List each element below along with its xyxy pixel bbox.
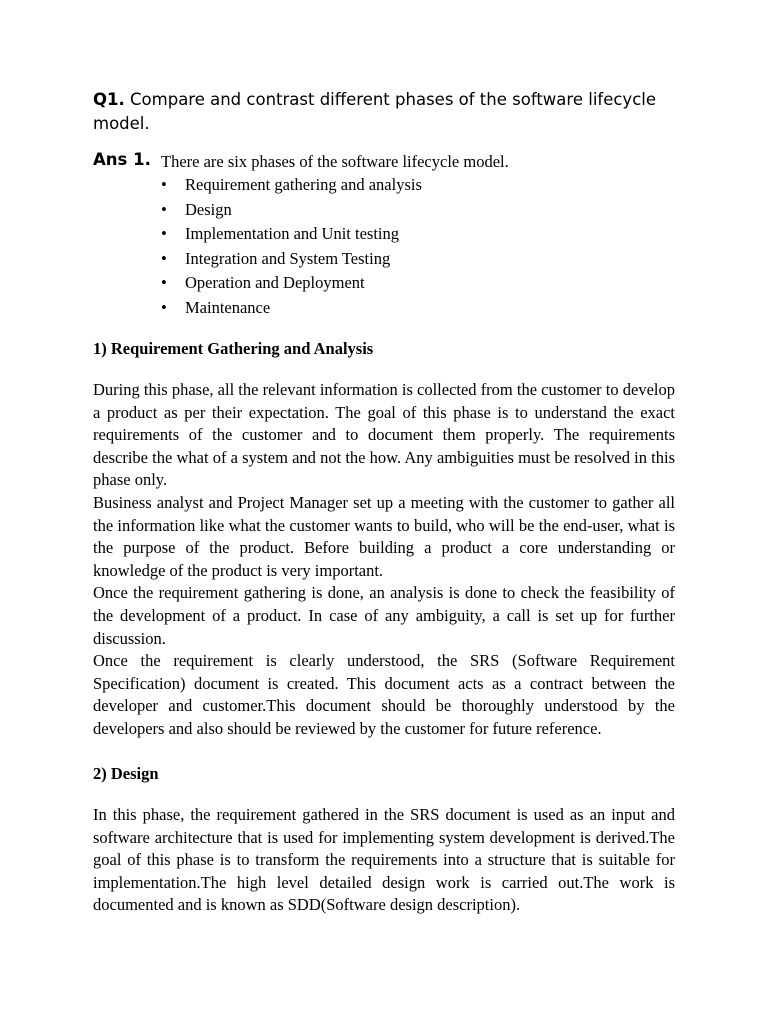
section-body-design <box>93 804 675 917</box>
bullet-icon: • <box>161 224 167 243</box>
section-heading-requirement-gathering: 1) Requirement Gathering and Analysis <box>93 339 374 358</box>
bullet-icon: • <box>161 199 167 219</box>
question-text: Compare and contrast different phases of the software lifecycle model. <box>93 90 657 133</box>
paragraph: Business analyst and Project Manager set up a meeting with the customer to gather all the information like what the customer wants to build, who will be the end-user, what is the purpose of the product. Before building a product a core understanding or knowledge of the product is very important. <box>93 492 675 580</box>
section-heading-design: 2) Design <box>93 764 159 783</box>
list-item <box>161 249 422 274</box>
paragraph: Once the requirement gathering is done, an analysis is done to check the feasibility of the development of a product. In case of any ambiguity, a call is set up for further discussion. <box>93 583 675 648</box>
paragraph: During this phase, all the relevant information is collected from the customer to develop a product as per their expectation. The goal of this phase is to understand the exact requirements of the customer and to document them properly. The requirements describe the what of a system and not the how. Any ambiguities must be resolved in this phase only. <box>93 380 675 490</box>
list-item <box>161 298 422 323</box>
answer-label: Ans 1. <box>93 150 151 169</box>
bullet-icon: • <box>161 175 167 194</box>
phase-label: Design <box>185 199 232 219</box>
paragraph: In this phase, the requirement gathered in the SRS document is used as an input and software architecture that is used for implementing system development is derived.The goal of this phase is to transform the requirements into a structure that is suitable for implementation.The high level detailed design work is carried out.The work is documented and is known as SDD(Software design description). <box>93 805 675 915</box>
phase-label: Operation and Deployment <box>185 273 365 292</box>
list-item <box>161 224 422 249</box>
answer-intro: There are six phases of the software lifecycle model. <box>161 152 509 171</box>
bullet-icon: • <box>161 297 167 317</box>
phase-label: Requirement gathering and analysis <box>185 175 422 194</box>
phase-label: Integration and System Testing <box>185 248 391 268</box>
question-heading <box>93 88 673 136</box>
section-body-requirement-gathering <box>93 379 675 741</box>
paragraph: Once the requirement is clearly understood, the SRS (Software Requirement Specification) document is created. This document acts as a contract between the developer and customer.This document should be thoroughly understood by the developers and also should be reviewed by the customer for future reference. <box>93 651 675 738</box>
phase-label: Implementation and Unit testing <box>185 224 400 243</box>
bullet-icon: • <box>161 248 167 268</box>
bullet-icon: • <box>161 273 167 292</box>
list-item <box>161 200 422 225</box>
list-item <box>161 273 422 298</box>
phase-list <box>161 175 422 322</box>
list-item <box>161 175 422 200</box>
question-number: Q1. <box>93 90 125 109</box>
phase-label: Maintenance <box>185 297 271 317</box>
